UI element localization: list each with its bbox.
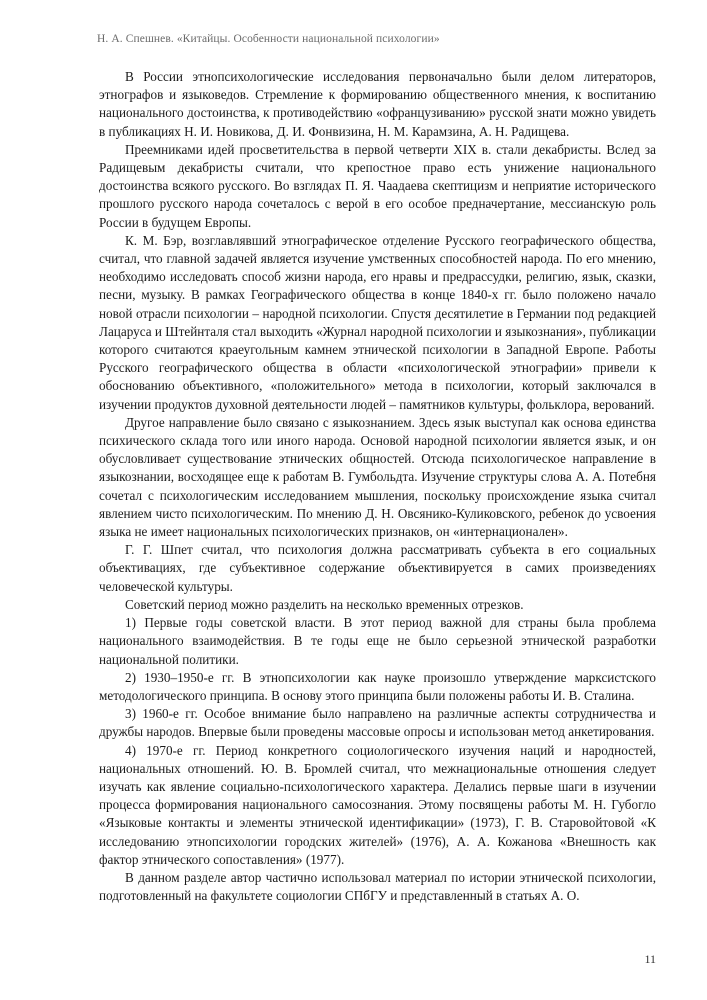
paragraph: Г. Г. Шпет считал, что психология должна рассматривать субъекта в его социальных объективациях, где субъективное содержание объективируется в самих произведениях человеческой культуры. <box>99 542 656 594</box>
paragraph: Советский период можно разделить на несколько временных отрезков. <box>125 596 524 612</box>
body-text <box>99 68 656 905</box>
paragraph: 3) 1960-е гг. Особое внимание было направлено на различные аспекты сотрудничества и дружбы народов. Впервые были проведены массовые опросы и использован метод анкетирования. <box>99 706 656 740</box>
paragraph: 4) 1970-е гг. Период конкретного социологического изучения наций и народностей, национальных отношений. Ю. В. Бромлей считал, что межнациональные отношения следует изучать как явление социально-психологического характера. Делались первые шаги в изучении процесса формирования национального самосознания. Этому посвящены работы М. Н. Губогло «Языковые контакты и элементы этнической идентификации» (1973), Г. В. Старовойтовой «К исследованию этнопсихологии городских жителей» (1976), А. А. Кожанова «Внешность как фактор этнического сопоставления» (1977). <box>99 742 656 867</box>
paragraph: Преемниками идей просветительства в первой четверти XIX в. стали декабристы. Вслед за Радищевым декабристы считали, что крепостное право есть унижение национального достоинства всякого русского. Во взглядах П. Я. Чаадаева скептицизм и неприятие исторического прошлого русского народа сочеталось с верой в его особое предначертание, мессианскую роль России в будущем Европы. <box>99 141 656 230</box>
paragraph: В данном разделе автор частично использовал материал по истории этнической психологии, подготовленный на факультете социологии СПбГУ и представленный в статьях А. О. <box>99 869 656 904</box>
paragraph: К. М. Бэр, возглавлявший этнографическое отделение Русского географического общества, считал, что главной задачей является изучение умственных способностей народа. По его мнению, необходимо исследовать способ жизни народа, его нравы и предрассудки, религию, язык, сказки, песни, музыку. В рамках Географического общества в конце 1840-х гг. было положено начало новой отрасли психологии – народной психологии. Спустя десятилетие в Германии под редакцией Лацаруса и Штейнталя стал выходить «Журнал народной психологии и языкознания», публикации которого считаются краеугольным камнем этнической психологии в Западной Европе. Работы Русского географического общества в области «психологической этнографии» привели к обоснованию объективного, «положительного» метода в психологии, который заключался в изучении продуктов духовной деятельности людей – памятников культуры, фольклора, верований. <box>99 232 656 412</box>
paragraph: Другое направление было связано с языкознанием. Здесь язык выступал как основа единства психического склада того или иного народа. Основой народной психологии является язык, и он обусловливает существование этнических общностей. Отсюда психологическое направление в языкознании, восходящее еще к работам В. Гумбольдта. Изучение структуры слова А. А. Потебня сочетал с психологическим исследованием мышления, поскольку происхождение языка считал явлением чисто психологическим. По мнению Д. Н. Овсянико-Куликовского, ребенок до усвоения языка не имеет национальных психологических признаков, он «интернационален». <box>99 414 656 540</box>
page-number: 11 <box>644 952 656 966</box>
running-head: Н. А. Спешнев. «Китайцы. Особенности национальной психологии» <box>97 33 440 45</box>
paragraph: 2) 1930–1950-е гг. В этнопсихологии как науке произошло утверждение марксистского методологического принципа. В основу этого принципа были положены работы И. В. Сталина. <box>99 669 656 703</box>
paragraph: 1) Первые годы советской власти. В этот период важной для страны была проблема национального взаимодействия. В те годы еще не было серьезной этнической разработки национальной политики. <box>99 615 656 667</box>
paragraph: В России этнопсихологические исследования первоначально были делом литераторов, этнографов и языковедов. Стремление к формированию общественного мнения, к воспитанию национального достоинства, к противодействию «офранцузиванию» русской знати можно увидеть в публикациях Н. И. Новикова, Д. И. Фонвизина, Н. М. Карамзина, А. Н. Радищева. <box>99 69 656 139</box>
